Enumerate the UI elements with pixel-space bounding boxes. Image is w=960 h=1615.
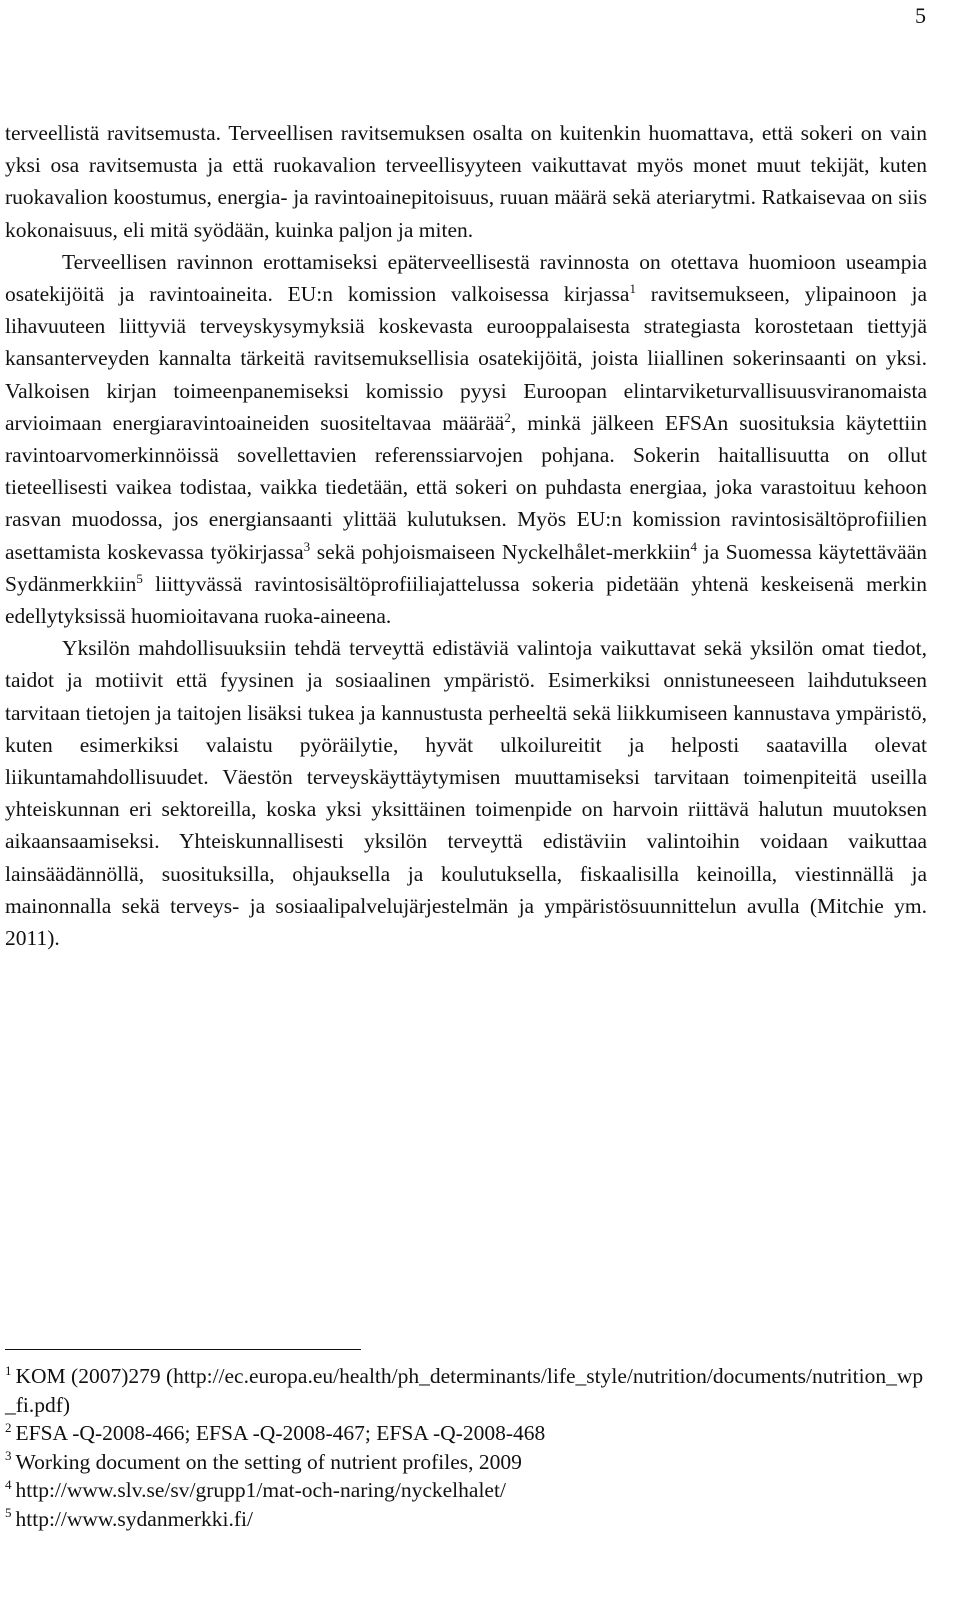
footnote-number: 2 — [5, 1419, 12, 1435]
footnote-4 — [5, 1476, 927, 1505]
footnote-number: 1 — [5, 1362, 12, 1378]
footnote-text: KOM (2007)279 (http://ec.europa.eu/health/ph_determinants/life_style/nutrition/documents/nutrition_wp_fi.pdf) — [5, 1364, 924, 1417]
footnote-number: 3 — [5, 1448, 12, 1464]
footnote-text: http://www.slv.se/sv/grupp1/mat-och-naring/nyckelhalet/ — [15, 1478, 506, 1502]
text-run: sekä pohjoismaiseen Nyckelhålet-merkkiin — [310, 539, 691, 564]
paragraph — [5, 117, 927, 246]
footnote-divider — [5, 1349, 361, 1350]
footnote-ref-1: 1 — [629, 280, 636, 296]
footnote-number: 4 — [5, 1476, 12, 1492]
footnote-ref-5: 5 — [136, 570, 143, 586]
text-run: ja Suomessa käytettävään Sydänmerkkiin — [5, 539, 927, 596]
footnote-5 — [5, 1505, 927, 1534]
footnote-1 — [5, 1362, 927, 1419]
paragraph — [5, 632, 927, 954]
paragraph — [5, 246, 927, 632]
text-run: Yksilön mahdollisuuksiin tehdä terveyttä edistäviä valintoja vaikuttavat sekä yksilön omat tiedot, taidot ja motiivit että fyysinen ja sosiaalinen ympäristö. Esimerkiksi onnistuneeseen laihdutukseen tarvitaan tietojen ja taitojen lisäksi tukea ja kannustusta perheeltä sekä liikkumiseen kannustava ympäristö, kuten esimerkiksi valaistu pyöräilytie, hyvät ulkoilureitit ja helposti saatavilla olevat liikuntamahdollisuudet. Väestön terveyskäyttäytymisen muuttamiseksi tarvitaan toimenpiteitä useilla yhteiskunnan eri sektoreilla, koska yksi yksittäinen toimenpide on harvoin riittävä halutun muutoksen aikaansaamiseksi. Yhteiskunnallisesti yksilön terveyttä edistäviin valintoihin voidaan vaikuttaa lainsäädännöllä, suosituksilla, ohjauksella ja koulutuksella, fiskaalisilla keinoilla, viestinnällä ja mainonnalla sekä terveys- ja sosiaalipalvelujärjestelmän ja ympäristösuunnittelun avulla (Mitchie ym. 2011). — [5, 636, 927, 951]
footnote-ref-2: 2 — [504, 409, 511, 425]
text-run: Terveellisen ravinnon erottamiseksi epäterveellisestä ravinnosta on otettava huomioon useampia osatekijöitä ja ravintoaineita. EU:n komission valkoisessa kirjassa — [5, 249, 927, 307]
text-run: liittyvässä ravintosisältöprofiiliajattelussa sokeria pidetään yhtenä keskeisenä merkin edellytyksissä huomioitavana ruoka-aineena. — [5, 571, 927, 629]
footnote-ref-4: 4 — [690, 538, 698, 554]
text-run: ravitsemukseen, ylipainoon ja lihavuuteen liittyviä terveyskysymyksiä koskevasta eurooppalaisesta strategiasta korostetaan tiettyjä kansanterveyden kannalta tärkeitä ravitsemuksellisia osatekijöitä, joista liiallinen sokerinsaanti on yksi. Valkoisen kirjan toimeenpanemiseksi komissio pyysi Euroopan elintarviketurvallisuusviranomaista arvioimaan energiaravintoaineiden suositeltavaa määrää — [5, 282, 927, 435]
footnote-text: http://www.sydanmerkki.fi/ — [15, 1506, 253, 1531]
footnote-3 — [5, 1448, 927, 1477]
footnote-text: EFSA -Q-2008-466; EFSA -Q-2008-467; EFSA -Q-2008-468 — [15, 1421, 546, 1445]
footnote-ref-3: 3 — [303, 538, 311, 554]
footnote-text: Working document on the setting of nutrient profiles, 2009 — [15, 1449, 522, 1474]
page-number: 5 — [915, 3, 926, 28]
body-text — [5, 117, 927, 954]
footnotes — [5, 1362, 927, 1533]
footnote-2 — [5, 1419, 927, 1448]
text-run: , minkä jälkeen EFSAn suosituksia käytettiin ravintoarvomerkinnöissä sovellettavien referenssiarvojen pohjana. Sokerin haitallisuutta on ollut tieteellisesti vaikea todistaa, vaikka tiedetään, että sokeri on puhdasta energiaa, joka varastoituu kehoon rasvan muodossa, jos energiansaanti ylittää kulutuksen. Myös EU:n komission ravintosisältöprofiilien asettamista koskevassa työkirjassa — [5, 410, 927, 564]
text-run: terveellistä ravitsemusta. Terveellisen ravitsemuksen osalta on kuitenkin huomattava, että sokeri on vain yksi osa ravitsemusta ja että ruokavalion terveellisyyteen vaikuttavat myös monet muut tekijät, kuten ruokavalion koostumus, energia- ja ravintoainepitoisuus, ruuan määrä sekä ateriarytmi. Ratkaisevaa on siis kokonaisuus, eli mitä syödään, kuinka paljon ja miten. — [5, 121, 927, 242]
footnote-number: 5 — [5, 1505, 12, 1521]
